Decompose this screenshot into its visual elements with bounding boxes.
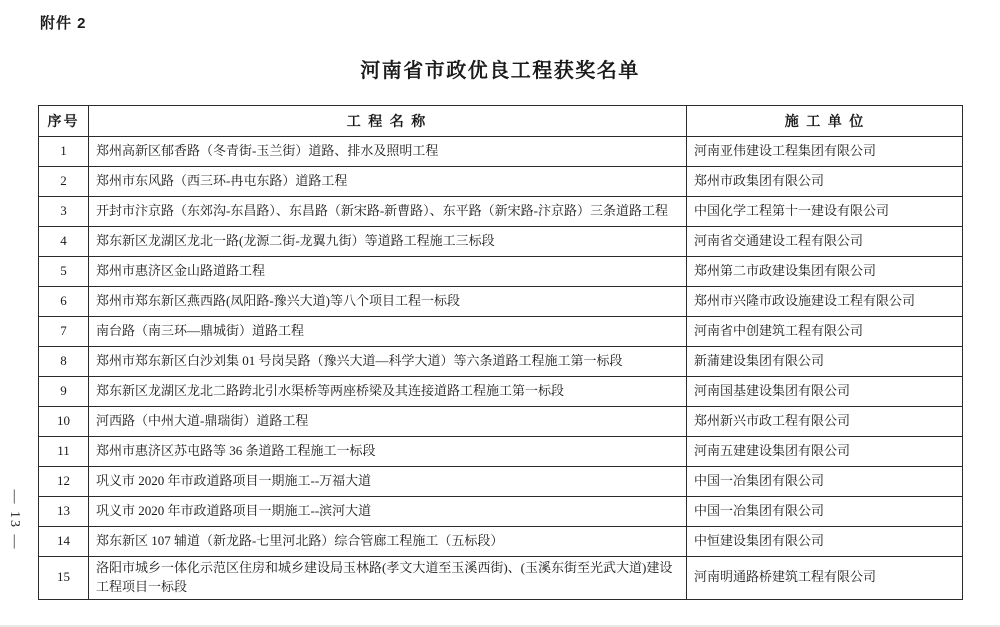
row-serial-number: 13 [39,497,89,527]
table-row [39,467,963,497]
row-construction-company: 中国一冶集团有限公司 [687,497,963,527]
table-row [39,197,963,227]
row-project-name: 南台路（南三环—鼎城街）道路工程 [89,317,687,347]
award-table [38,105,963,600]
row-construction-company: 河南明通路桥建筑工程有限公司 [687,557,963,600]
row-project-name: 郑州市郑东新区燕西路(凤阳路-豫兴大道)等八个项目工程一标段 [89,287,687,317]
row-construction-company: 郑州第二市政建设集团有限公司 [687,257,963,287]
row-construction-company: 郑州新兴市政工程有限公司 [687,407,963,437]
row-serial-number: 1 [39,137,89,167]
row-project-name: 郑东新区 107 辅道（新龙路-七里河北路）综合管廊工程施工（五标段） [89,527,687,557]
row-project-name: 巩义市 2020 年市政道路项目一期施工--滨河大道 [89,497,687,527]
row-project-name: 郑州高新区郁香路（冬青街-玉兰街）道路、排水及照明工程 [89,137,687,167]
row-serial-number: 3 [39,197,89,227]
row-construction-company: 郑州市兴隆市政设施建设工程有限公司 [687,287,963,317]
row-construction-company: 河南省中创建筑工程有限公司 [687,317,963,347]
row-construction-company: 郑州市政集团有限公司 [687,167,963,197]
row-serial-number: 9 [39,377,89,407]
row-project-name: 开封市汴京路（东郊沟-东昌路）、东昌路（新宋路-新曹路）、东平路（新宋路-汴京路）三条道路工程 [89,197,687,227]
table-body [39,137,963,600]
row-project-name: 郑州市惠济区苏屯路等 36 条道路工程施工一标段 [89,437,687,467]
row-construction-company: 中恒建设集团有限公司 [687,527,963,557]
row-project-name: 郑东新区龙湖区龙北一路(龙源二街-龙翼九街）等道路工程施工三标段 [89,227,687,257]
row-construction-company: 中国一冶集团有限公司 [687,467,963,497]
table-row [39,227,963,257]
row-project-name: 洛阳市城乡一体化示范区住房和城乡建设局玉林路(孝文大道至玉溪西街)、(玉溪东街至光武大道)建设工程项目一标段 [89,557,687,600]
row-construction-company: 新蒲建设集团有限公司 [687,347,963,377]
table-row [39,407,963,437]
row-project-name: 郑州市东风路（西三环-冉屯东路）道路工程 [89,167,687,197]
page-number: — 13 — [7,489,22,551]
row-construction-company: 河南国基建设集团有限公司 [687,377,963,407]
header-row [39,106,963,137]
table-row [39,527,963,557]
table-row [39,137,963,167]
row-serial-number: 4 [39,227,89,257]
row-serial-number: 7 [39,317,89,347]
header-construction-unit: 施 工 单 位 [687,106,963,137]
table-row [39,437,963,467]
table-row [39,287,963,317]
row-construction-company: 中国化学工程第十一建设有限公司 [687,197,963,227]
row-project-name: 河西路（中州大道-鼎瑞街）道路工程 [89,407,687,437]
row-construction-company: 河南五建建设集团有限公司 [687,437,963,467]
header-project-name: 工 程 名 称 [89,106,687,137]
table-row [39,317,963,347]
row-serial-number: 14 [39,527,89,557]
table-row [39,377,963,407]
table-row [39,497,963,527]
row-serial-number: 12 [39,467,89,497]
row-project-name: 郑州市郑东新区白沙刘集 01 号岗吴路（豫兴大道—科学大道）等六条道路工程施工第一标段 [89,347,687,377]
row-construction-company: 河南亚伟建设工程集团有限公司 [687,137,963,167]
row-serial-number: 11 [39,437,89,467]
table-row [39,257,963,287]
row-serial-number: 5 [39,257,89,287]
row-serial-number: 8 [39,347,89,377]
row-serial-number: 15 [39,557,89,600]
row-project-name: 郑州市惠济区金山路道路工程 [89,257,687,287]
page-title: 河南省市政优良工程获奖名单 [360,60,640,82]
row-serial-number: 10 [39,407,89,437]
row-project-name: 巩义市 2020 年市政道路项目一期施工--万福大道 [89,467,687,497]
attachment-label: 附件 2 [40,15,87,32]
table-row [39,167,963,197]
row-serial-number: 6 [39,287,89,317]
table-row [39,557,963,600]
row-construction-company: 河南省交通建设工程有限公司 [687,227,963,257]
row-project-name: 郑东新区龙湖区龙北二路跨北引水渠桥等两座桥梁及其连接道路工程施工第一标段 [89,377,687,407]
table-row [39,347,963,377]
table-header [39,106,963,137]
row-serial-number: 2 [39,167,89,197]
header-serial-number: 序号 [39,106,89,137]
